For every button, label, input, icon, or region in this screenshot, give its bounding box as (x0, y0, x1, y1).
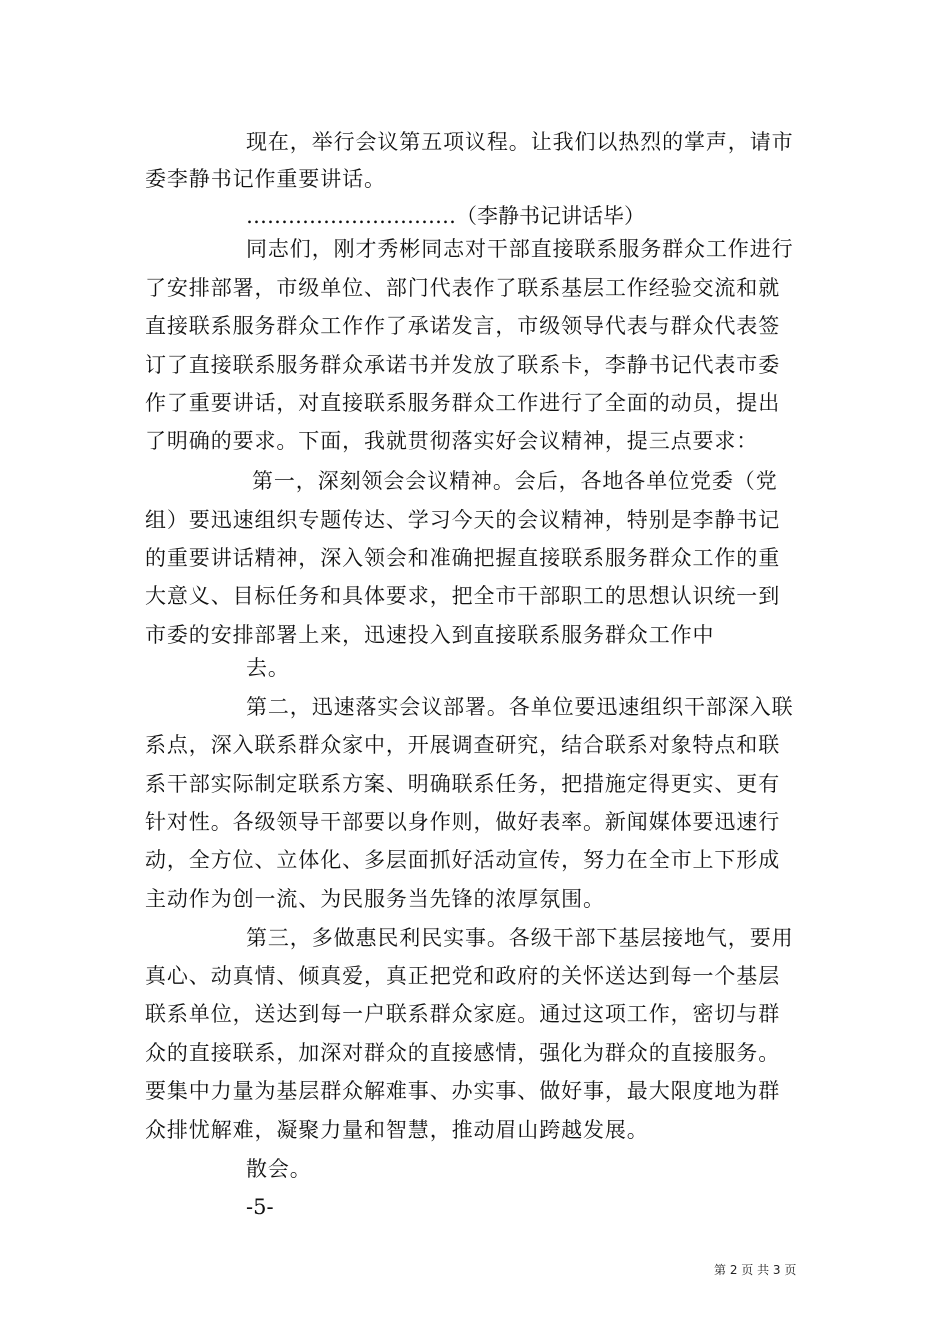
text-line: 组）要迅速组织专题传达、学习今天的会议精神，特别是李静书记 (145, 508, 781, 532)
text-line: 联系单位，送达到每一户联系群众家庭。通过这项工作，密切与群 (145, 1002, 781, 1026)
speech-end-note: …………………………（李静书记讲话毕） (246, 204, 645, 228)
text-line: 的重要讲话精神，深入领会和准确把握直接联系服务群众工作的重 (145, 546, 781, 570)
text-line: 直接联系服务群众工作作了承诺发言，市级领导代表与群众代表签 (145, 314, 781, 338)
text-line: 系干部实际制定联系方案、明确联系任务，把措施定得更实、更有 (145, 772, 781, 796)
text-line: 第二，迅速落实会议部署。各单位要迅速组织干部深入联 (246, 695, 794, 719)
text-line: 现在，举行会议第五项议程。让我们以热烈的掌声，请市 (246, 130, 794, 154)
closing-line: 散会。 (246, 1157, 312, 1181)
text-line: 针对性。各级领导干部要以身作则，做好表率。新闻媒体要迅速行 (145, 810, 781, 834)
text-line: 要集中力量为基层群众解难事、办实事、做好事，最大限度地为群 (145, 1079, 781, 1103)
footer-page-info: 第 2 页 共 3 页 (714, 1263, 797, 1277)
text-line: 同志们，刚才秀彬同志对干部直接联系服务群众工作进行 (246, 237, 794, 261)
text-line: 了明确的要求。下面，我就贯彻落实好会议精神，提三点要求： (145, 429, 759, 453)
text-line: 第三，多做惠民利民实事。各级干部下基层接地气，要用 (246, 926, 794, 950)
text-line: 众的直接联系，加深对群众的直接感情，强化为群众的直接服务。 (145, 1041, 781, 1065)
text-line: 系点，深入联系群众家中，开展调查研究，结合联系对象特点和联 (145, 733, 781, 757)
text-line: 去。 (246, 656, 290, 680)
text-line: 众排忧解难，凝聚力量和智慧，推动眉山跨越发展。 (145, 1118, 649, 1142)
text-line: 委李静书记作重要讲话。 (145, 167, 386, 191)
text-line: 第一，深刻领会会议精神。会后，各地各单位党委（党 (252, 469, 778, 493)
text-line: 了安排部署，市级单位、部门代表作了联系基层工作经验交流和就 (145, 276, 781, 300)
text-line: 真心、动真情、倾真爱，真正把党和政府的关怀送达到每一个基层 (145, 964, 781, 988)
text-line: 市委的安排部署上来，迅速投入到直接联系服务群众工作中 (145, 623, 715, 647)
text-line: 作了重要讲话，对直接联系服务群众工作进行了全面的动员，提出 (145, 391, 781, 415)
text-line: 主动作为创一流、为民服务当先锋的浓厚氛围。 (145, 887, 605, 911)
text-line: 订了直接联系服务群众承诺书并发放了联系卡，李静书记代表市委 (145, 353, 781, 377)
text-line: 大意义、目标任务和具体要求，把全市干部职工的思想认识统一到 (145, 584, 781, 608)
text-line: 动，全方位、立体化、多层面抓好活动宣传，努力在全市上下形成 (145, 848, 781, 872)
page-number: -5- (246, 1195, 274, 1219)
